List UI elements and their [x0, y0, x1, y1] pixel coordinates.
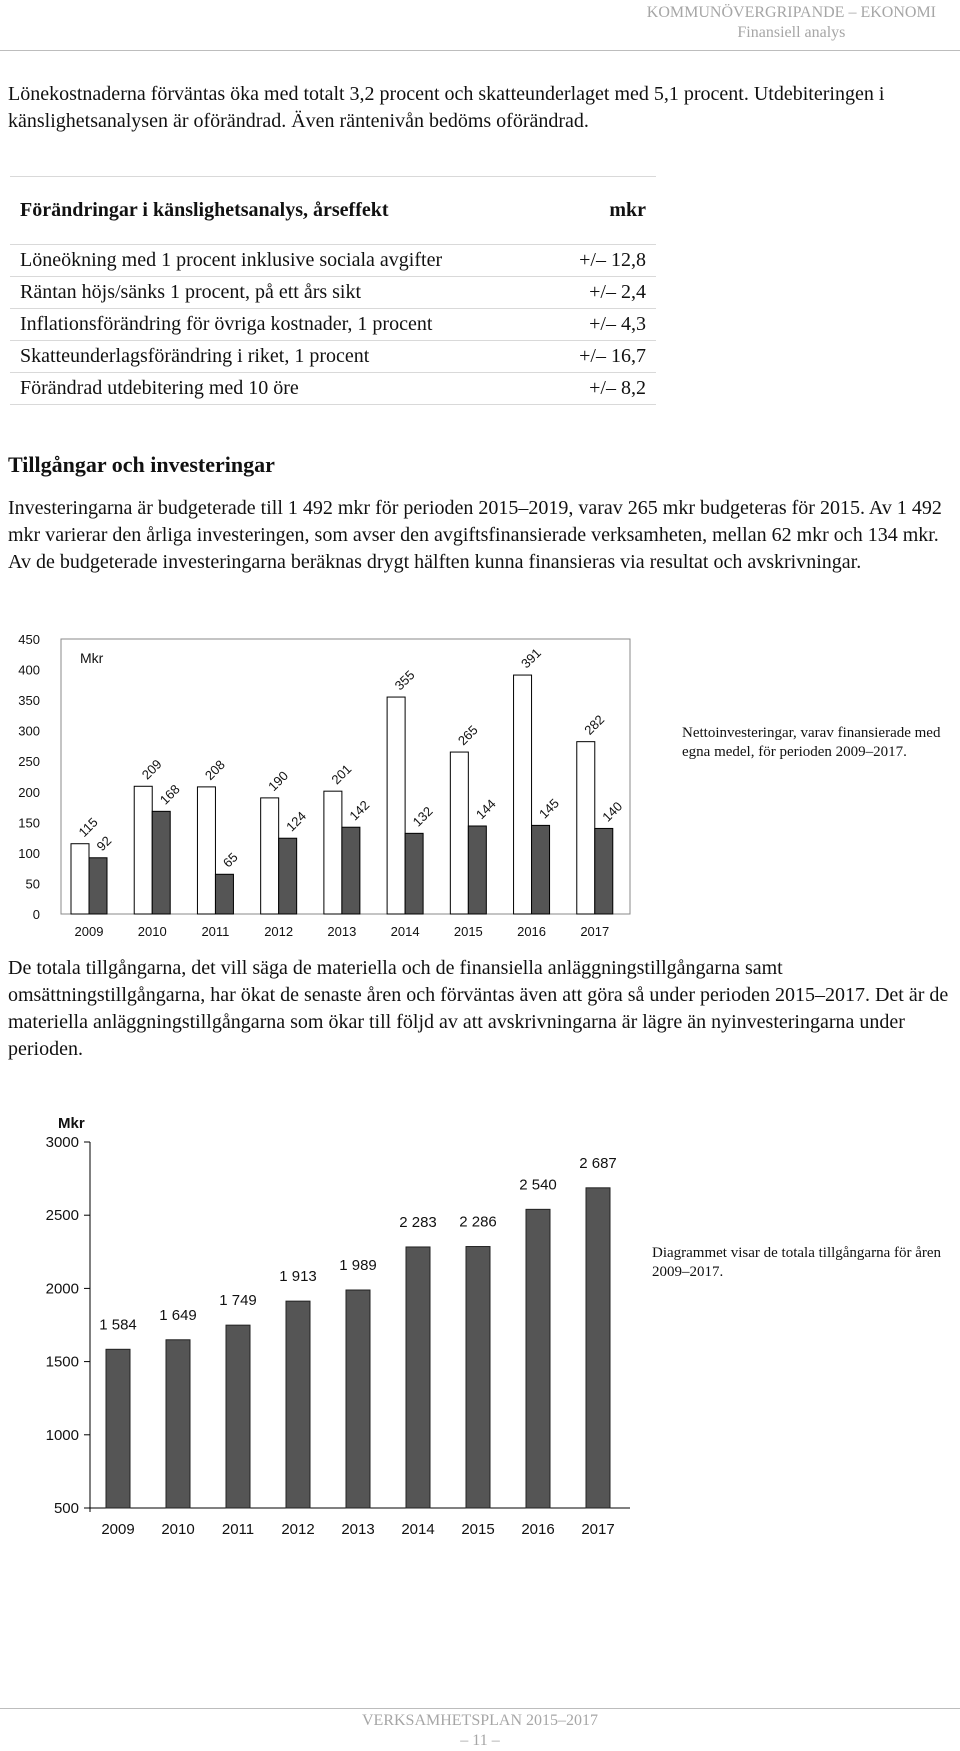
row-label: Löneökning med 1 procent inklusive sociala avgifter: [10, 245, 550, 277]
own-financing-bar: [405, 833, 423, 914]
bar-value-label: 1 649: [159, 1306, 197, 1324]
row-value: +/– 8,2: [550, 373, 656, 405]
bar-value-label: 2 687: [579, 1154, 617, 1172]
bar-value-label: 1 584: [99, 1316, 137, 1334]
investment-bar: [197, 787, 215, 914]
x-tick-label: 2011: [201, 924, 230, 939]
investment-bar: [387, 697, 405, 914]
bar-value-label: 209: [138, 756, 165, 783]
row-value: +/– 2,4: [550, 277, 656, 309]
x-tick-label: 2009: [101, 1521, 135, 1538]
own-financing-bar: [342, 827, 360, 914]
x-tick-label: 2015: [461, 1521, 495, 1538]
y-tick-label: 350: [18, 693, 40, 709]
x-tick-label: 2017: [581, 1521, 615, 1538]
unit-label: Mkr: [58, 1115, 85, 1132]
x-tick-label: 2014: [401, 1521, 435, 1538]
own-financing-bar: [152, 811, 170, 914]
asset-bar: [586, 1188, 610, 1508]
y-tick-label: 150: [18, 815, 40, 831]
y-tick-label: 200: [18, 784, 40, 800]
bar-value-label: 145: [536, 795, 563, 822]
table-unit: mkr: [550, 176, 656, 245]
y-tick-label: 50: [25, 876, 40, 892]
own-financing-bar: [532, 825, 550, 914]
asset-bar: [346, 1290, 370, 1508]
asset-bar: [226, 1325, 250, 1508]
page-footer: [0, 1711, 960, 1751]
x-tick-label: 2014: [390, 924, 420, 939]
bar-value-label: 265: [454, 722, 481, 749]
table-row: [10, 373, 656, 405]
table-header-row: [10, 176, 656, 245]
own-financing-bar: [595, 828, 613, 914]
row-label: Förändrad utdebitering med 10 öre: [10, 373, 550, 405]
investment-bar: [450, 752, 468, 914]
investment-bar: [324, 791, 342, 914]
bar-value-label: 124: [283, 808, 310, 835]
header-rule: [0, 50, 960, 51]
x-tick-label: 2009: [74, 924, 104, 939]
y-tick-label: 450: [18, 632, 40, 647]
x-tick-label: 2010: [161, 1521, 195, 1538]
row-label: Skatteunderlagsförändring i riket, 1 procent: [10, 341, 550, 373]
header-subsection: Finansiell analys: [737, 24, 846, 41]
x-tick-label: 2016: [517, 924, 547, 939]
y-tick-label: 2000: [45, 1280, 79, 1298]
page-header: [647, 3, 936, 43]
asset-bar: [526, 1209, 550, 1508]
row-value: +/– 16,7: [550, 341, 656, 373]
bar-value-label: 1 989: [339, 1257, 377, 1275]
asset-bar: [106, 1349, 130, 1508]
y-tick-label: 0: [32, 907, 40, 922]
investment-bar: [577, 742, 595, 914]
y-tick-label: 2500: [45, 1207, 79, 1225]
bar-value-label: 142: [346, 797, 373, 824]
x-tick-label: 2015: [453, 924, 483, 939]
x-tick-label: 2011: [221, 1521, 255, 1538]
x-tick-label: 2012: [264, 924, 294, 939]
bar-value-label: 115: [75, 814, 101, 840]
bar-value-label: 2 540: [519, 1176, 557, 1194]
row-label: Inflationsförändring för övriga kostnader, 1 procent: [10, 309, 550, 341]
unit-label: Mkr: [80, 650, 104, 666]
bar-value-label: 65: [219, 849, 241, 871]
bar-value-label: 144: [472, 796, 499, 823]
y-tick-label: 250: [18, 754, 40, 770]
bar-value-label: 1 749: [219, 1292, 257, 1310]
bar-value-label: 1 913: [279, 1268, 317, 1286]
asset-bar: [466, 1247, 490, 1508]
table-row: [10, 245, 656, 277]
page-number: – 11 –: [460, 1732, 500, 1749]
header-section: KOMMUNÖVERGRIPANDE – EKONOMI: [646, 4, 936, 21]
y-tick-label: 100: [18, 845, 40, 861]
bar-value-label: 208: [201, 757, 228, 784]
own-financing-bar: [89, 858, 107, 914]
x-tick-label: 2013: [341, 1521, 375, 1538]
assets-chart: [0, 1100, 660, 1570]
table-row: [10, 277, 656, 309]
x-tick-label: 2016: [521, 1521, 555, 1538]
row-value: +/– 12,8: [550, 245, 656, 277]
asset-bar: [406, 1247, 430, 1508]
chart1-note: Nettoinvesteringar, varav finansierade med egna medel, för perioden 2009–2017.: [682, 725, 941, 760]
table-row: [10, 309, 656, 341]
chart2-note: Diagrammet visar de totala tillgångarna för åren 2009–2017.: [652, 1245, 942, 1280]
bar-value-label: 2 286: [459, 1213, 497, 1231]
y-tick-label: 500: [53, 1500, 79, 1517]
table-title: Förändringar i känslighetsanalys, årseffekt: [10, 176, 550, 245]
bar-value-label: 168: [156, 781, 183, 808]
bar-value-label: 282: [581, 711, 608, 738]
y-tick-label: 3000: [45, 1134, 79, 1151]
footer-document: VERKSAMHETSPLAN 2015–2017: [361, 1712, 598, 1729]
bar-value-label: 140: [599, 798, 626, 825]
bar-value-label: 2 283: [399, 1213, 437, 1231]
asset-bar: [286, 1301, 310, 1508]
bar-value-label: 92: [93, 833, 115, 854]
bar-value-label: 391: [518, 645, 545, 672]
asset-bar: [166, 1340, 190, 1508]
y-tick-label: 1500: [45, 1353, 79, 1371]
footer-rule: [0, 1708, 960, 1709]
intro-paragraph: Lönekostnaderna förväntas öka med totalt 3,2 procent och skatteunderlaget med 5,1 procent. Utdebiteringen i känslighetsanalysen är oförändrad. Även räntenivån bedöms oförändrad.: [8, 83, 885, 132]
bar-value-label: 201: [328, 761, 355, 788]
bar-value-label: 190: [265, 768, 292, 795]
own-financing-bar: [279, 838, 297, 914]
investment-bar: [261, 798, 279, 914]
x-tick-label: 2010: [137, 924, 167, 939]
own-financing-bar: [468, 826, 486, 914]
bar-value-label: 355: [391, 667, 418, 694]
investments-chart: [0, 625, 680, 945]
y-tick-label: 1000: [45, 1426, 79, 1444]
section-title: Tillgångar och investeringar: [8, 452, 275, 477]
x-tick-label: 2012: [281, 1521, 315, 1538]
investment-bar: [134, 786, 152, 914]
table-row: [10, 341, 656, 373]
own-financing-bar: [215, 874, 233, 914]
y-tick-label: 400: [18, 662, 40, 678]
y-tick-label: 300: [18, 723, 40, 739]
assets-paragraph: De totala tillgångarna, det vill säga de materiella och de finansiella anläggningstillgångarna samt omsättningstillgångarna, har ökat de senaste åren och förväntas även att göra så under perioden 2015–2017. Det är de materiella anläggningstillgångarna som ökar till följd av att avskrivningarna är lägre än nyinvesteringarna under perioden.: [8, 957, 949, 1060]
investment-bar: [71, 844, 89, 914]
x-tick-label: 2017: [580, 924, 610, 939]
bar-value-label: 132: [409, 803, 436, 830]
investments-paragraph: Investeringarna är budgeterade till 1 492 mkr för perioden 2015–2019, varav 265 mkr budgeteras för 2015. Av 1 492 mkr varierar den årliga investeringen, som avser den avgiftsfinansierade verksamheten, mellan 62 mkr och 134 mkr. Av de budgeterade investeringarna beräknas drygt hälften kunna finansieras via resultat och avskrivningar.: [8, 497, 942, 573]
x-tick-label: 2013: [327, 924, 357, 939]
row-value: +/– 4,3: [550, 309, 656, 341]
sensitivity-table: [10, 176, 656, 405]
row-label: Räntan höjs/sänks 1 procent, på ett års sikt: [10, 277, 550, 309]
investment-bar: [514, 675, 532, 914]
